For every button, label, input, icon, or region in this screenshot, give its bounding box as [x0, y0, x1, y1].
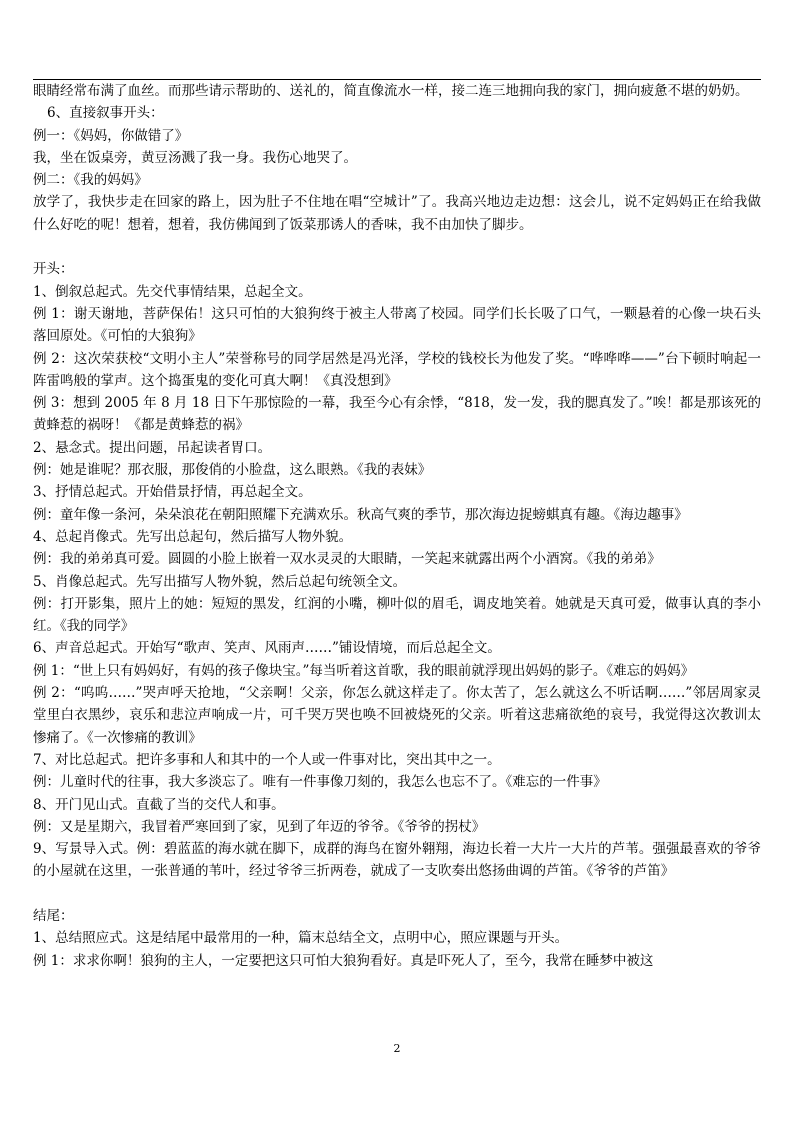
paragraph-text: 眼睛经常布满了血丝。而那些请示帮助的、送礼的，简直像流水一样，接二连三地拥向我的家门，拥向疲惫不堪的奶奶。: [33, 83, 749, 99]
example-paragraph: 例 2：“呜呜……”哭声呼天抢地，“父亲啊！父亲，你怎么就这样走了。你太苦了，怎么就这么不听话啊……”邻居周家灵堂里白衣黑纱，哀乐和悲泣声响成一片，可千哭万哭也唤不回被烧死的父亲。听着这悲痛欲绝的哀号，我觉得这次教训太惨痛了。《一次惨痛的教训》: [33, 685, 761, 746]
example-paragraph: 例 1：求求你啊！狼狗的主人，一定要把这只可怕大狼狗看好。真是吓死人了，至今，我常在睡梦中被这: [33, 952, 654, 969]
method-heading: 4、总起肖像式。先写出总起句，然后描写人物外貌。: [33, 528, 353, 545]
page-number: 2: [393, 1042, 401, 1055]
method-heading: 3、抒情总起式。开始借景抒情，再总起全文。: [33, 484, 312, 501]
blank-line: [33, 883, 761, 905]
method-heading: 1、总结照应式。这是结尾中最常用的一种，篇末总结全文，点明中心，照应课题与开头。: [33, 930, 569, 947]
section-heading: 6、直接叙事开头：: [47, 105, 164, 122]
method-heading: 6、声音总起式。开始写“歌声、笑声、风雨声……”铺设情境，而后总起全文。: [33, 640, 501, 657]
method-heading: 5、肖像总起式。先写出描写人物外貌，然后总起句统领全文。: [33, 573, 407, 590]
example-paragraph: 例 1：谢天谢地，菩萨保佑！这只可怕的大狼狗终于被主人带离了校园。同学们长长吸了口气，一颗悬着的心像一块石头落回原处。《可怕的大狼狗》: [33, 305, 761, 345]
section-heading: 开头：: [33, 261, 74, 278]
section-heading: 结尾：: [33, 907, 74, 924]
example-paragraph: 例：童年像一条河，朵朵浪花在朝阳照耀下充满欢乐。秋高气爽的季节，那次海边捉螃蜞真有趣。《海边趣事》: [33, 506, 688, 523]
document-body: [33, 80, 761, 972]
method-heading: 7、对比总起式。把许多事和人和其中的一个人或一件事对比，突出其中之一。: [33, 751, 501, 768]
blank-line: [33, 236, 761, 258]
example-title: 例二：《我的妈妈》: [33, 172, 148, 189]
example-paragraph: 例 3：想到 2005 年 8 月 18 日下午那惊险的一幕，我至今心有余悸，“818，发一发，我的腮真发了。”唉！都是那该死的黄蜂惹的祸呀！《都是黄蜂惹的祸》: [33, 395, 761, 434]
example-paragraph: 例：又是星期六，我冒着严寒回到了家，见到了年迈的爷爷。《爷爷的拐杖》: [33, 818, 486, 835]
example-paragraph: 例：打开影集，照片上的她：短短的黑发，红润的小嘴，柳叶似的眉毛，调皮地笑着。她就是天真可爱，做事认真的李小红。《我的同学》: [33, 595, 761, 635]
method-heading: 8、开门见山式。直截了当的交代人和事。: [33, 796, 285, 813]
method-heading: 9、写景导入式。例：碧蓝蓝的海水就在脚下，成群的海鸟在窗外翱翔，海边长着一大片一大片的芦苇。强强最喜欢的爷爷的小屋就在这里，一张普通的苇叶，经过爷爷三折两卷，就成了一支吹奏出悠扬曲调的芦笛。《爷爷的芦笛》: [33, 841, 761, 880]
example-paragraph: 例：我的弟弟真可爱。圆圆的小脸上嵌着一双水灵灵的大眼睛，一笑起来就露出两个小酒窝。《我的弟弟》: [33, 551, 661, 568]
method-heading: 1、倒叙总起式。先交代事情结果，总起全文。: [33, 283, 312, 300]
example-paragraph: 例：儿童时代的往事，我大多淡忘了。唯有一件事像刀刻的，我怎么也忘不了。《难忘的一件事》: [33, 774, 607, 791]
example-paragraph: 例 2：这次荣获校“文明小主人”荣誉称号的同学居然是冯光泽，学校的钱校长为他发了奖。“哗哗哗——”台下顿时响起一阵雷鸣般的掌声。这个捣蛋鬼的变化可真大啊！《真没想到》: [33, 350, 761, 389]
example-paragraph: 例 1：“世上只有妈妈好，有妈的孩子像块宝。”每当听着这首歌，我的眼前就浮现出妈妈的影子。《难忘的妈妈》: [33, 662, 695, 679]
example-paragraph: 例：她是谁呢？那衣服，那俊俏的小脸盘，这么眼熟。《我的表妹》: [33, 462, 432, 479]
method-heading: 2、悬念式。提出问题，吊起读者胃口。: [33, 439, 272, 456]
example-title: 例一：《妈妈，你做错了》: [33, 127, 189, 144]
paragraph-text: 放学了，我快步走在回家的路上，因为肚子不住地在唱“空城计”了。我高兴地边走边想：这会儿，说不定妈妈正在给我做什么好吃的呢！想着，想着，我仿佛闻到了饭菜那诱人的香味，我不由加快了脚步。: [33, 194, 761, 233]
paragraph-text: 我，坐在饭桌旁，黄豆汤溅了我一身。我伤心地哭了。: [33, 149, 357, 166]
